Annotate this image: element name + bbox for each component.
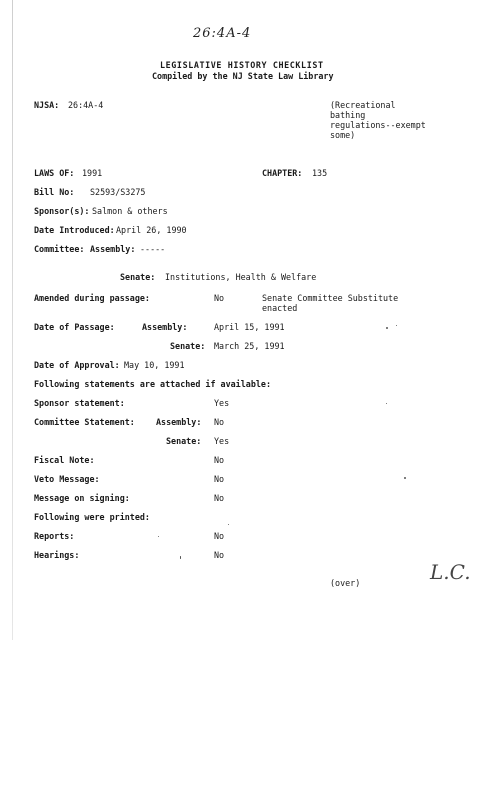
- committee-senate-label: Senate:: [120, 272, 156, 282]
- scan-speck: [396, 325, 397, 326]
- date-introduced-value: April 26, 1990: [116, 225, 187, 235]
- committee-statement-senate-label: Senate:: [166, 436, 202, 446]
- amended-value: No: [214, 293, 225, 303]
- approval-label: Date of Approval:: [34, 360, 120, 370]
- scan-edge-line: [12, 0, 13, 640]
- hearings-value: No: [214, 550, 225, 560]
- passage-senate-label: Senate:: [170, 341, 206, 351]
- committee-statement-senate-value: Yes: [214, 436, 230, 446]
- scan-speck: [386, 327, 388, 329]
- message-on-signing-value: No: [214, 493, 225, 503]
- veto-message-label: Veto Message:: [34, 474, 100, 484]
- chapter-label: CHAPTER:: [262, 168, 303, 178]
- passage-label: Date of Passage:: [34, 322, 115, 332]
- bill-no-value: S2593/S3275: [90, 187, 146, 197]
- scan-speck: [386, 403, 387, 404]
- scan-speck: [180, 556, 181, 559]
- committee-assembly-value: -----: [140, 244, 166, 254]
- njsa-note-line: (Recreational: [330, 100, 396, 110]
- sponsor-statement-value: Yes: [214, 398, 230, 408]
- hearings-label: Hearings:: [34, 550, 80, 560]
- njsa-label: NJSA:: [34, 100, 60, 110]
- committee-label: Committee:: [34, 244, 85, 254]
- committee-statement-assembly-label: Assembly:: [156, 417, 202, 427]
- handwritten-initials: L.C.: [430, 560, 471, 584]
- njsa-note-line: some): [330, 130, 356, 140]
- approval-value: May 10, 1991: [124, 360, 185, 370]
- date-introduced-label: Date Introduced:: [34, 225, 115, 235]
- laws-of-label: LAWS OF:: [34, 168, 75, 178]
- passage-assembly-label: Assembly:: [142, 322, 188, 332]
- passage-senate-value: March 25, 1991: [214, 341, 285, 351]
- njsa-note-line: bathing: [330, 110, 366, 120]
- njsa-note-line: regulations--exempt: [330, 120, 426, 130]
- committee-assembly-label: Assembly:: [90, 244, 136, 254]
- message-on-signing-label: Message on signing:: [34, 493, 130, 503]
- chapter-value: 135: [312, 168, 328, 178]
- reports-value: No: [214, 531, 225, 541]
- committee-statement-assembly-value: No: [214, 417, 225, 427]
- passage-assembly-value: April 15, 1991: [214, 322, 285, 332]
- fiscal-note-label: Fiscal Note:: [34, 455, 95, 465]
- printed-heading: Following were printed:: [34, 512, 150, 522]
- over-note: (over): [330, 578, 361, 588]
- reports-label: Reports:: [34, 531, 75, 541]
- amended-label: Amended during passage:: [34, 293, 150, 303]
- scan-speck: [228, 524, 229, 525]
- bill-no-label: Bill No:: [34, 187, 75, 197]
- laws-of-value: 1991: [82, 168, 103, 178]
- committee-statement-label: Committee Statement:: [34, 417, 135, 427]
- scan-speck: [158, 536, 159, 537]
- statements-heading: Following statements are attached if available:: [34, 379, 271, 389]
- njsa-value: 26:4A-4: [68, 100, 104, 110]
- committee-senate-value: Institutions, Health & Welfare: [165, 272, 317, 282]
- sponsor-statement-label: Sponsor statement:: [34, 398, 125, 408]
- scan-speck: [404, 477, 406, 479]
- handwritten-code: 26:4A-4: [193, 26, 252, 41]
- sponsors-value: Salmon & others: [92, 206, 168, 216]
- amended-note-line: enacted: [262, 303, 298, 313]
- amended-note-line: Senate Committee Substitute: [262, 293, 399, 303]
- sponsors-label: Sponsor(s):: [34, 206, 90, 216]
- veto-message-value: No: [214, 474, 225, 484]
- page-title: LEGISLATIVE HISTORY CHECKLIST: [160, 60, 324, 70]
- page-subtitle: Compiled by the NJ State Law Library: [152, 71, 334, 81]
- fiscal-note-value: No: [214, 455, 225, 465]
